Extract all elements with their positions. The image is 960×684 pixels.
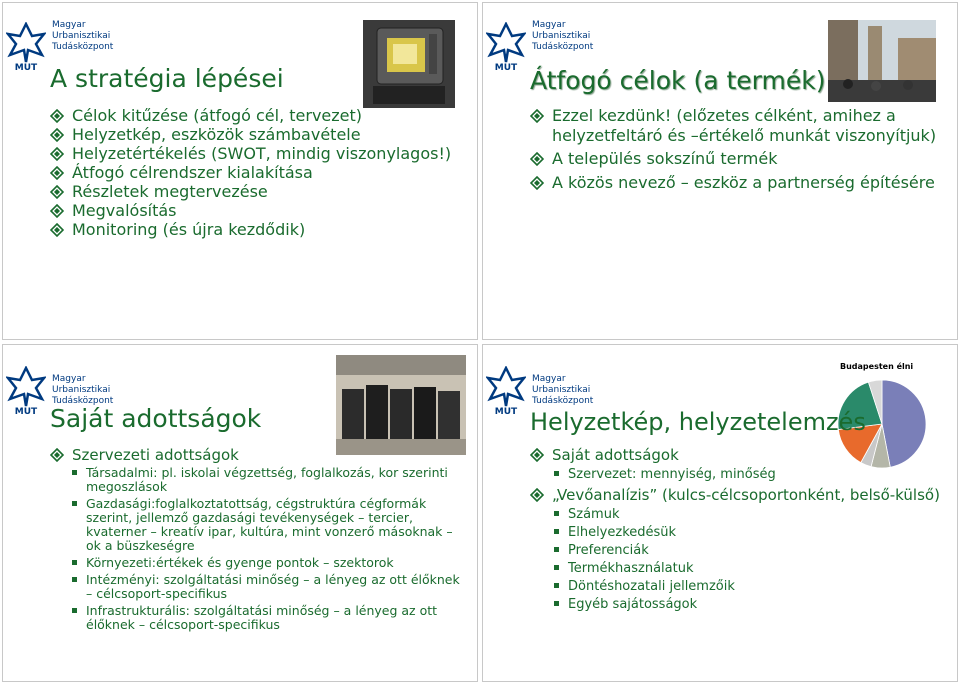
- org-name: Magyar Urbanisztikai Tudásközpont: [532, 20, 594, 52]
- square-bullet-icon: [554, 583, 559, 588]
- svg-text:MUT: MUT: [494, 407, 518, 416]
- diamond-arrow-icon: [50, 166, 64, 180]
- svg-text:MUT: MUT: [494, 63, 518, 72]
- list-item: Helyzetértékelés (SWOT, mindig viszonylagos!): [50, 144, 470, 163]
- diamond-arrow-icon: [530, 109, 544, 123]
- square-bullet-icon: [554, 529, 559, 534]
- square-bullet-icon: [72, 470, 77, 475]
- svg-text:MUT: MUT: [14, 63, 38, 72]
- slide3-sublist: [70, 466, 460, 632]
- diamond-arrow-icon: [530, 488, 544, 502]
- diamond-arrow-icon: [50, 128, 64, 142]
- list-item: A település sokszínű termék: [530, 149, 940, 169]
- chart-caption: Budapesten élni: [840, 362, 914, 371]
- list-item: Megvalósítás: [50, 201, 470, 220]
- sub-list-item: Számuk: [552, 507, 950, 522]
- sub-list-item: Környezeti:értékek és gyenge pontok – szektorok: [70, 556, 460, 570]
- sub-list-item: Elhelyezkedésük: [552, 525, 950, 540]
- slide4-sublist-2: [552, 507, 950, 612]
- org-name: Magyar Urbanisztikai Tudásközpont: [532, 374, 594, 406]
- mut-logo-icon: [486, 22, 526, 72]
- slide4-sublist-1: [552, 467, 950, 482]
- slide2-list: [530, 106, 940, 196]
- square-bullet-icon: [554, 547, 559, 552]
- parking-meter-photo: [363, 20, 455, 108]
- diamond-arrow-icon: [530, 152, 544, 166]
- sub-list-item: Termékhasználatuk: [552, 561, 950, 576]
- org-name: Magyar Urbanisztikai Tudásközpont: [52, 374, 114, 406]
- square-bullet-icon: [554, 471, 559, 476]
- mut-logo-icon: [6, 366, 46, 416]
- list-item: A közös nevező – eszköz a partnerség építésére: [530, 173, 940, 193]
- diamond-arrow-icon: [50, 185, 64, 199]
- square-bullet-icon: [72, 501, 77, 506]
- list-item: Saját adottságok Szervezet: mennyiség, minőség: [530, 446, 950, 482]
- diamond-arrow-icon: [50, 147, 64, 161]
- diamond-arrow-icon: [530, 448, 544, 462]
- mut-logo-icon: [486, 366, 526, 416]
- diamond-arrow-icon: [50, 448, 64, 462]
- slide3-title: Saját adottságok: [50, 404, 262, 433]
- slide2-title: Átfogó célok (a termék): [530, 66, 826, 95]
- list-item: „Vevőanalízis” (kulcs-célcsoportonként, belső-külső) Számuk Elhelyezkedésük Preferenciák Termékhasználatuk Döntéshozatali jellemzőik Egyéb sajátosságok: [530, 486, 950, 612]
- list-item: Szervezeti adottságok Társadalmi: pl. iskolai végzettség, foglalkozás, kor szerinti megoszlások Gazdasági:foglalkoztatottság, cégstruktúra cégformák szerint, jellemző gazdasági tevékenységek – tercier, kvaterner – kreatív ipar, kultúra, mint vonzerő másoknak – ok a büszkeségre Környezeti:értékek és gyenge pontok – szektorok Intézményi: szolgáltatási minőség – a lényeg az ott élőknek – célcsoport-specifikus Infrastrukturális: szolgáltatási minőség – a lényeg az ott élőknek – célcsoport-specifikus: [50, 446, 460, 632]
- list-item: Ezzel kezdünk! (előzetes célként, amihez a helyzetfeltáró és –értékelő munkát viszonyítjuk): [530, 106, 940, 145]
- mut-logo-icon: [6, 22, 46, 72]
- slide3-list: [50, 446, 460, 635]
- slide4-list: [530, 446, 950, 615]
- list-item: Célok kitűzése (átfogó cél, tervezet): [50, 106, 470, 125]
- list-item: Részletek megtervezése: [50, 182, 470, 201]
- diamond-arrow-icon: [50, 204, 64, 218]
- street-photo: [828, 20, 936, 102]
- diamond-arrow-icon: [50, 109, 64, 123]
- sub-list-item: Döntéshozatali jellemzőik: [552, 579, 950, 594]
- sub-list-item: Infrastrukturális: szolgáltatási minőség – a lényeg az ott élőknek – célcsoport-specifikus: [70, 604, 460, 632]
- diamond-arrow-icon: [50, 223, 64, 237]
- square-bullet-icon: [72, 577, 77, 582]
- slide1-list: [50, 106, 470, 239]
- square-bullet-icon: [554, 601, 559, 606]
- org-name: Magyar Urbanisztikai Tudásközpont: [52, 20, 114, 52]
- slide4-title: Helyzetkép, helyzetelemzés: [530, 408, 866, 436]
- sub-list-item: Társadalmi: pl. iskolai végzettség, foglalkozás, kor szerinti megoszlások: [70, 466, 460, 494]
- square-bullet-icon: [72, 608, 77, 613]
- sub-list-item: Gazdasági:foglalkoztatottság, cégstruktúra cégformák szerint, jellemző gazdasági tevékenységek – tercier, kvaterner – kreatív ipar, kultúra, mint vonzerő másoknak – ok a büszkeségre: [70, 497, 460, 553]
- sub-list-item: Egyéb sajátosságok: [552, 597, 950, 612]
- square-bullet-icon: [554, 511, 559, 516]
- list-item: Monitoring (és újra kezdődik): [50, 220, 470, 239]
- waste-bins-photo: [336, 355, 466, 455]
- square-bullet-icon: [72, 560, 77, 565]
- diamond-arrow-icon: [530, 176, 544, 190]
- sub-list-item: Preferenciák: [552, 543, 950, 558]
- sub-list-item: Szervezet: mennyiség, minőség: [552, 467, 950, 482]
- sub-list-item: Intézményi: szolgáltatási minőség – a lényeg az ott élőknek – célcsoport-specifikus: [70, 573, 460, 601]
- slide1-title: A stratégia lépései: [50, 64, 284, 93]
- svg-text:MUT: MUT: [14, 407, 38, 416]
- square-bullet-icon: [554, 565, 559, 570]
- list-item: Helyzetkép, eszközök számbavétele: [50, 125, 470, 144]
- list-item: Átfogó célrendszer kialakítása: [50, 163, 470, 182]
